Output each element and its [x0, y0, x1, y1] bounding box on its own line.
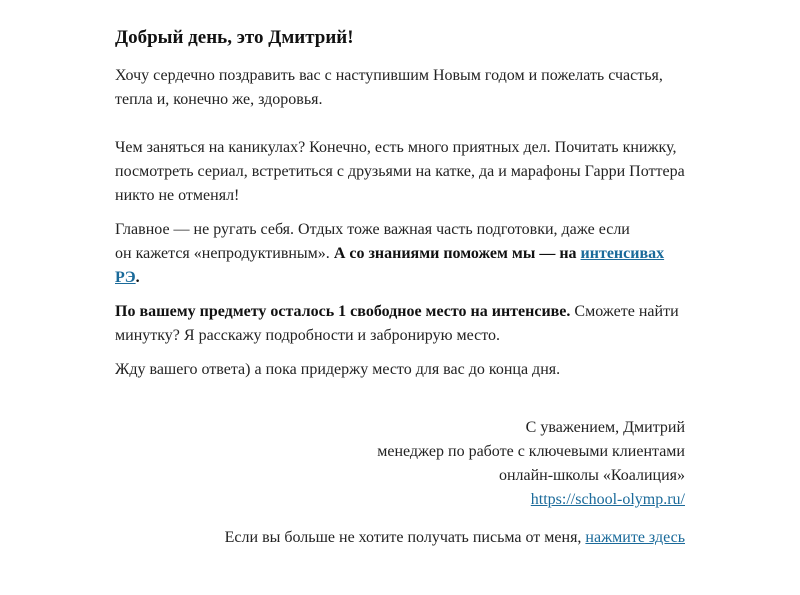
paragraph-rest-line1: Главное — не ругать себя. Отдых тоже важная часть подготовки, даже если [115, 221, 630, 238]
signature-name: С уважением, Дмитрий [525, 419, 685, 436]
paragraph-rest-line2: он кажется «непродуктивным». [115, 245, 334, 262]
email-body [115, 0, 685, 550]
paragraph-holidays: Чем заняться на каникулах? Конечно, есть много приятных дел. Почитать книжку, посмотреть сериал, встретиться с друзьями на катке, да и марафоны Гарри Поттера никто не отменял! [115, 139, 685, 204]
intensive-link[interactable]: интенсивах РЭ [115, 245, 665, 286]
paragraph-rest [115, 218, 685, 290]
paragraph-rest-bold: А со знаниями поможем мы — на [333, 245, 581, 262]
signature-block [115, 416, 685, 512]
school-website-link[interactable]: https://school-olymp.ru/ [530, 491, 685, 508]
paragraph-new-year: Хочу сердечно поздравить вас с наступившим Новым годом и пожелать счастья, тепла и, конечно же, здоровья. [115, 67, 663, 108]
paragraph-waiting: Жду вашего ответа) а пока придержу место для вас до конца дня. [115, 361, 561, 378]
signature-school: онлайн-школы «Коалиция» [498, 467, 685, 484]
unsubscribe-line [115, 526, 685, 550]
free-seat-bold: По вашему предмету осталось 1 свободное место на интенсиве. [115, 303, 571, 320]
paragraph-free-seat [115, 300, 685, 348]
paragraph-rest-end: . [135, 269, 140, 286]
signature-position: менеджер по работе с ключевыми клиентами [377, 443, 685, 460]
greeting-heading: Добрый день, это Дмитрий! [115, 27, 354, 48]
unsubscribe-text: Если вы больше не хотите получать письма от меня, [224, 529, 586, 546]
free-seat-rest: Сможете найти минутку? Я расскажу подробности и забронирую место. [115, 303, 679, 344]
unsubscribe-link[interactable]: нажмите здесь [585, 529, 685, 546]
